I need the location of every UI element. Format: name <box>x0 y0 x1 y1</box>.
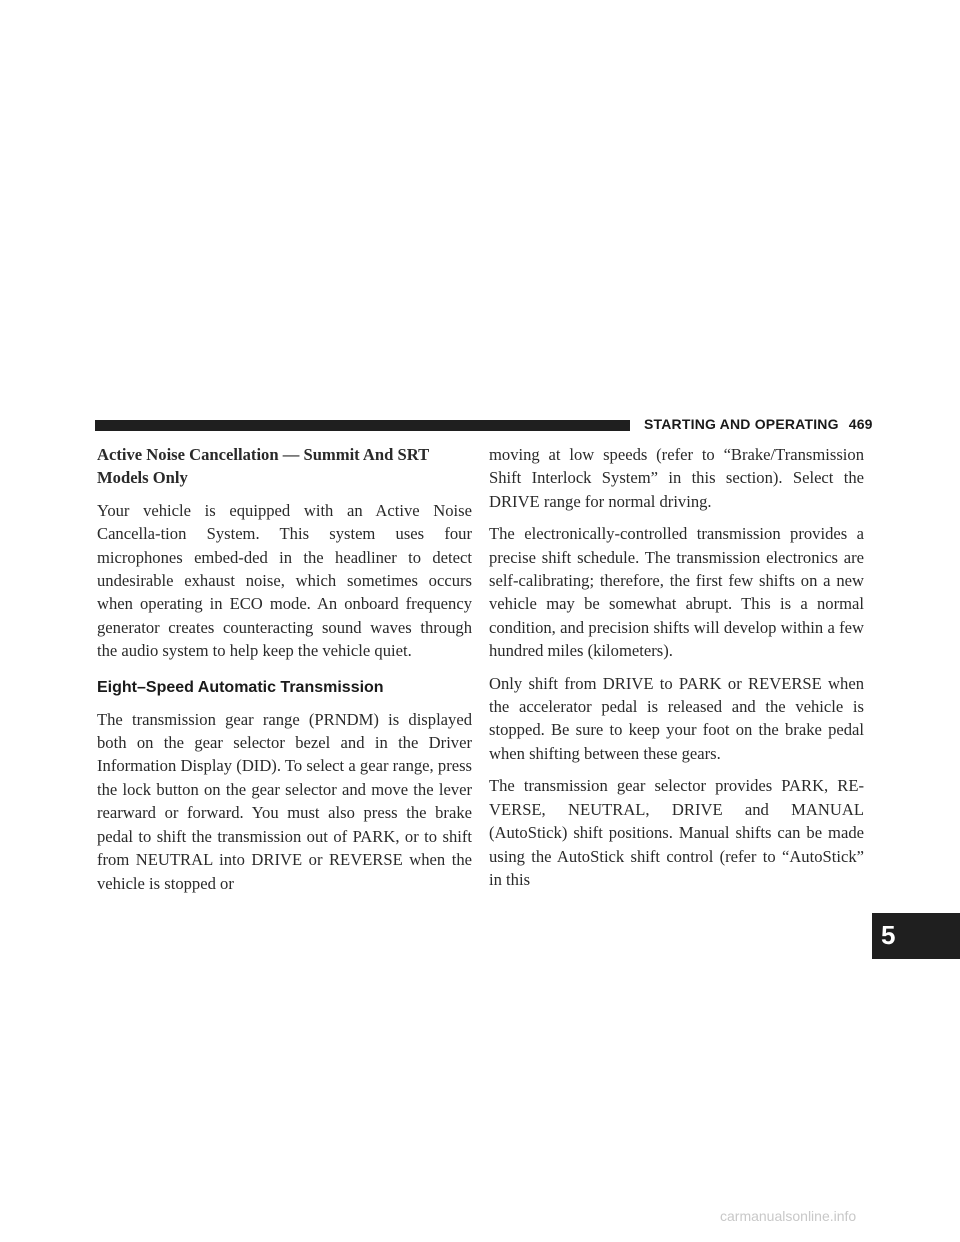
paragraph: Your vehicle is equipped with an Active Noise Cancella-tion System. This system uses four microphones embed-ded in the headliner to detect undesirable exhaust noise, which sometimes occurs when operating in ECO mode. An onboard frequency generator creates counteracting sound waves through the audio system to help keep the vehicle quiet. <box>97 500 472 661</box>
paragraph: The electronically-controlled transmission provides a precise shift schedule. The transmission electronics are self-calibrating; therefore, the first few shifts on a new vehicle may be somewhat abrupt. This is a normal condition, and precision shifts will develop within a few hundred miles (kilometers). <box>489 524 864 661</box>
watermark-text: carmanualsonline.info <box>720 1208 857 1224</box>
chapter-number: 5 <box>881 920 896 950</box>
chapter-tab <box>872 913 960 959</box>
right-column <box>489 443 864 900</box>
paragraph: The transmission gear range (PRNDM) is displayed both on the gear selector bezel and in the Driver Information Display (DID). To select a gear range, press the lock button on the gear selector and move the lever rearward or forward. You must also press the brake pedal to shift the transmission out of PARK, or to shift from NEUTRAL into DRIVE or REVERSE when the vehicle is stopped or <box>97 709 472 893</box>
header-rule <box>95 420 630 431</box>
left-column <box>97 443 472 904</box>
running-header <box>644 416 873 432</box>
paragraph: The transmission gear selector provides PARK, RE-VERSE, NEUTRAL, DRIVE and MANUAL (AutoStick) shift positions. Manual shifts can be made using the AutoStick shift control (refer to “AutoStick” in this <box>489 776 864 889</box>
paragraph: Only shift from DRIVE to PARK or REVERSE when the accelerator pedal is released and the vehicle is stopped. Be sure to keep your foot on the brake pedal when shifting between these gears. <box>489 673 864 763</box>
heading-active-noise-cancellation: Active Noise Cancellation — Summit And SRT Models Only <box>97 445 429 488</box>
heading-eight-speed-transmission: Eight–Speed Automatic Transmission <box>97 678 384 696</box>
page-number: 469 <box>848 416 873 432</box>
section-title: STARTING AND OPERATING <box>644 416 839 432</box>
paragraph: moving at low speeds (refer to “Brake/Transmission Shift Interlock System” in this section). Select the DRIVE range for normal driving. <box>489 445 864 511</box>
